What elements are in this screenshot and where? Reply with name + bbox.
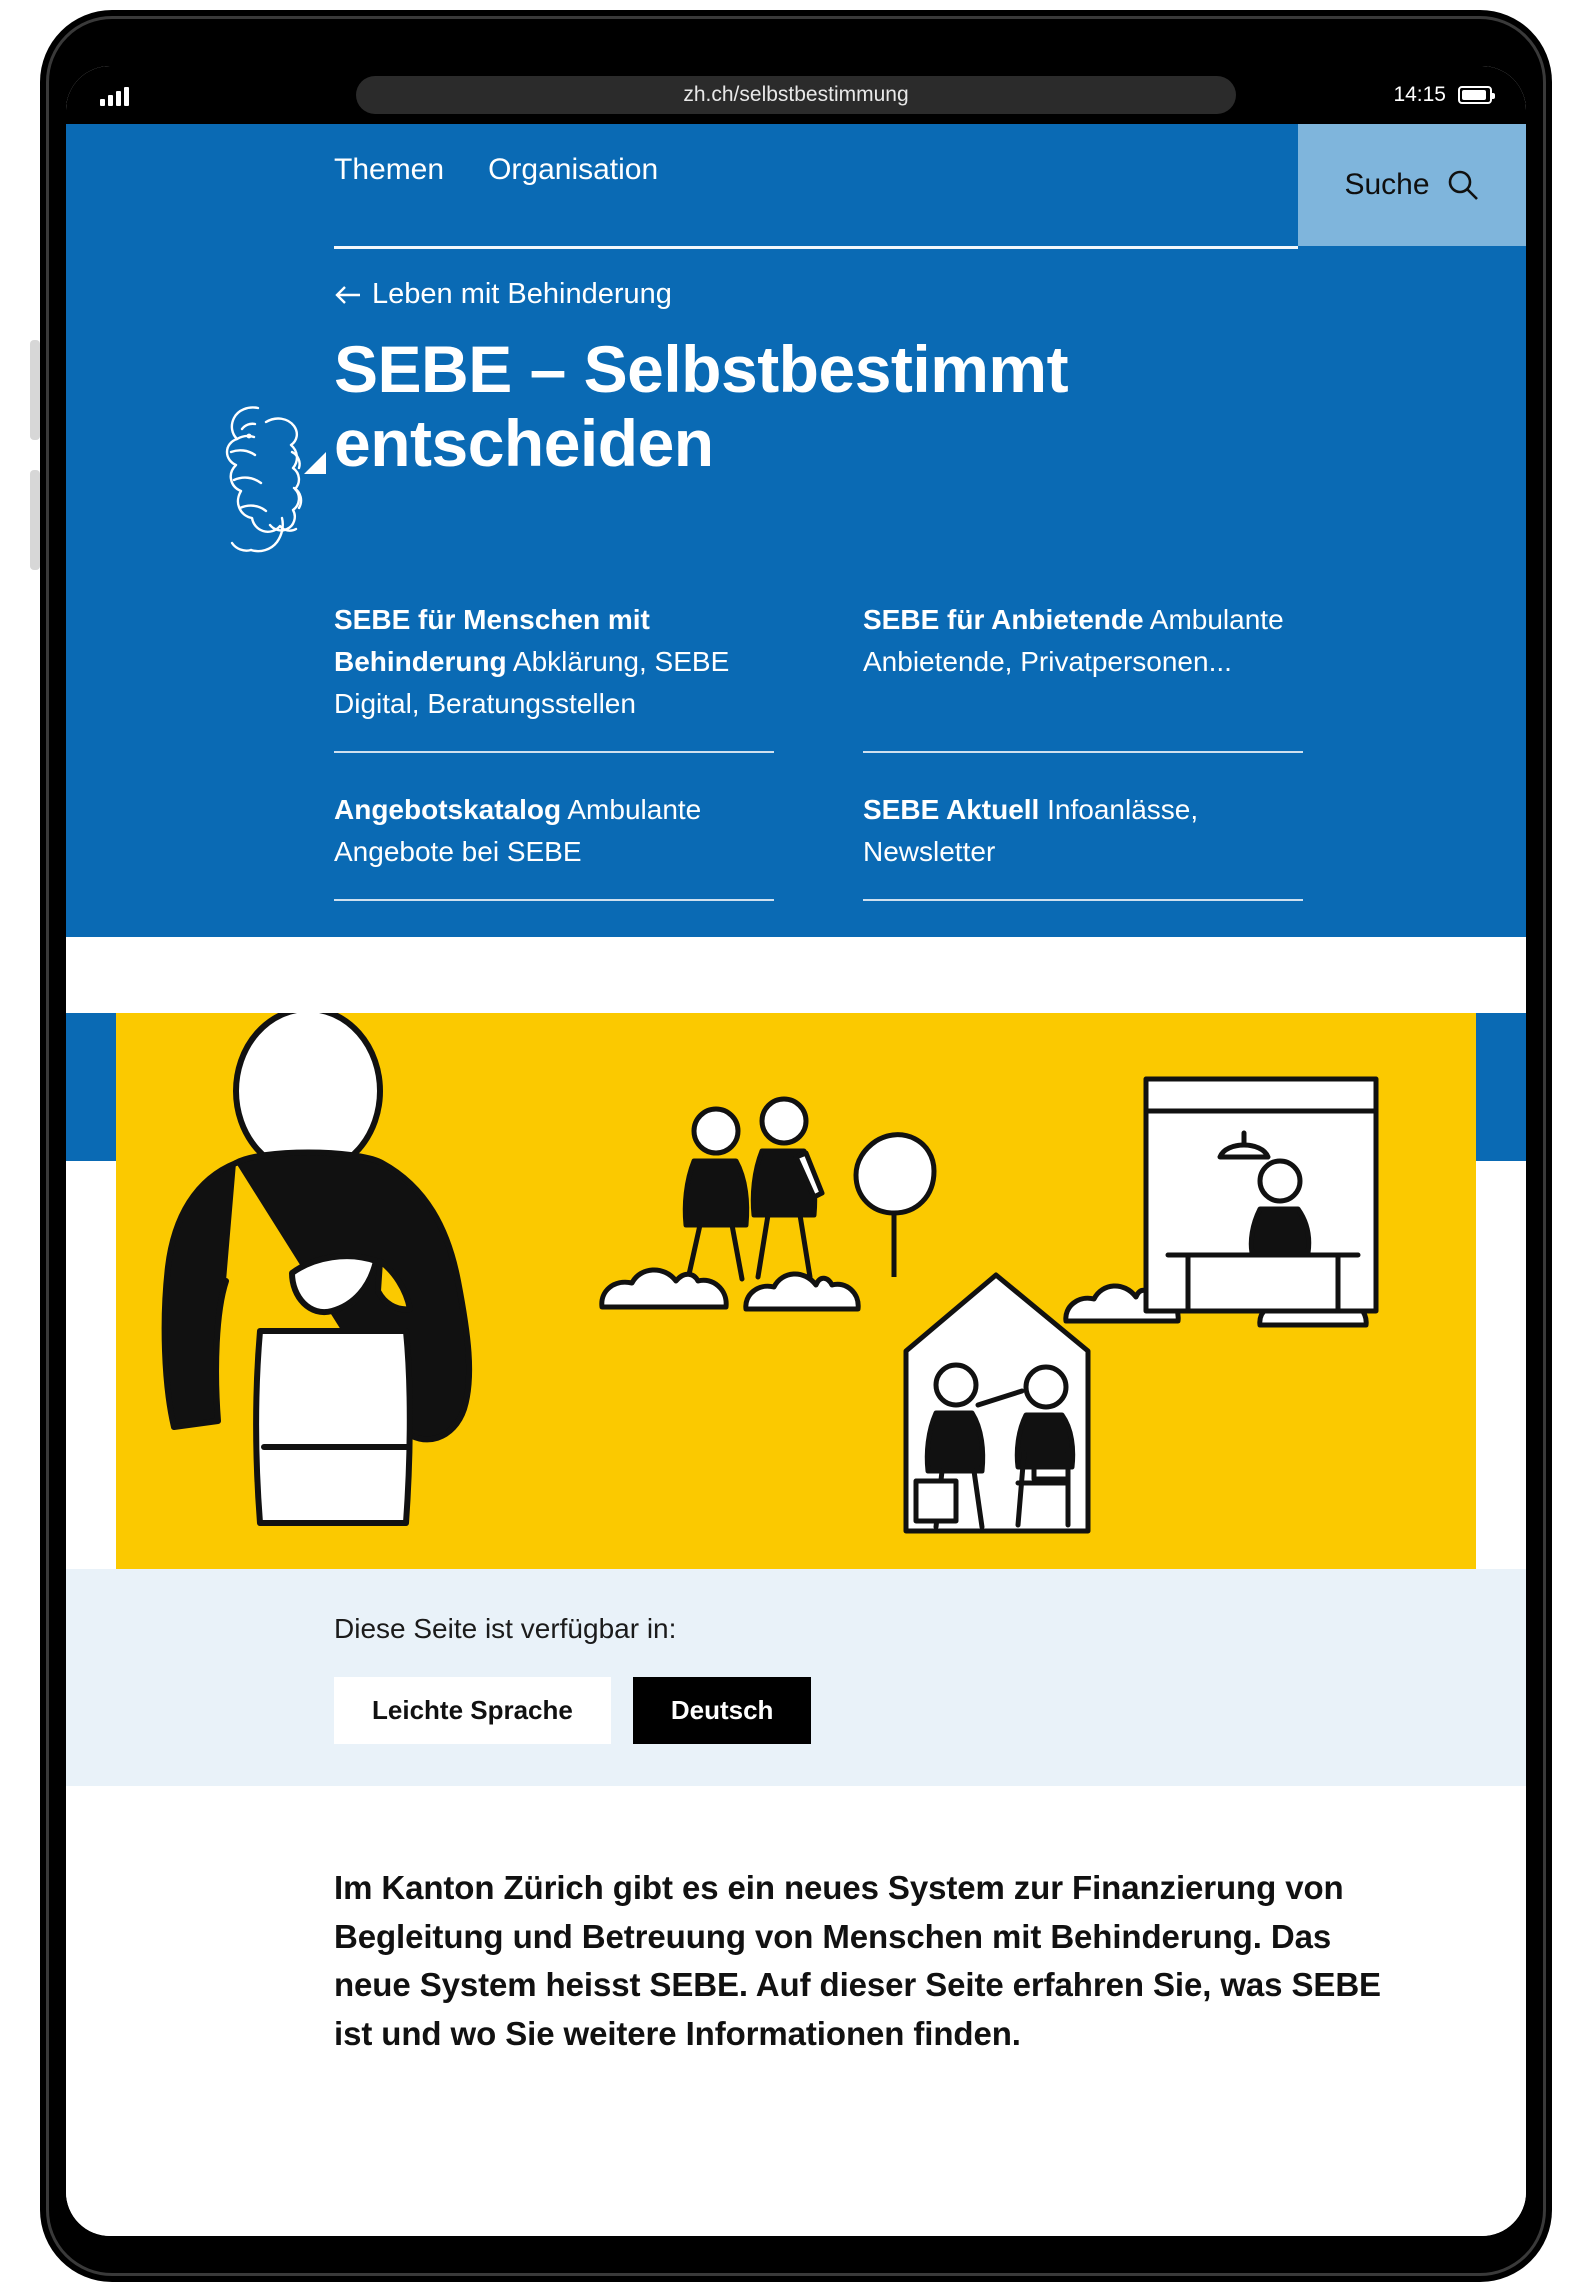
- teaser-link-sebe-aktuell[interactable]: [863, 789, 1303, 901]
- people-with-disabilities-illustration: [116, 1013, 1476, 1569]
- signal-bars-icon: [100, 84, 129, 106]
- site-navigation: [66, 124, 1526, 216]
- breadcrumb-label: Leben mit Behinderung: [372, 278, 672, 310]
- browser-url-bar[interactable]: [356, 76, 1236, 114]
- breadcrumb[interactable]: [334, 278, 1526, 311]
- nav-item-organisation[interactable]: Organisation: [488, 153, 659, 186]
- search-label: Suche: [1344, 168, 1430, 201]
- url-text: zh.ch/selbstbestimmung: [683, 83, 909, 106]
- teaser-title: SEBE für Anbietende: [863, 603, 1144, 635]
- teaser-title: Angebotskatalog: [334, 793, 562, 825]
- hero-section: [66, 124, 1526, 937]
- nav-links: [334, 153, 658, 187]
- search-icon: [1446, 168, 1480, 202]
- clock-text: 14:15: [1393, 83, 1446, 106]
- teaser-title: SEBE Aktuell: [863, 793, 1040, 825]
- teaser-link-sebe-fuer-anbietende[interactable]: [863, 599, 1303, 753]
- volume-up-button[interactable]: [30, 340, 40, 440]
- language-label: Diese Seite ist verfügbar in:: [334, 1612, 677, 1644]
- teaser-description: Abklärung, SEBE Digital, Beratungsstellen: [334, 645, 730, 719]
- teaser-description: Ambulante Angebote bei SEBE: [334, 793, 702, 867]
- illustration-band: [66, 1013, 1526, 1569]
- arrow-left-icon: [334, 284, 362, 306]
- teaser-description: Infoanlässe, Newsletter: [863, 793, 1199, 867]
- tablet-device-frame: [40, 10, 1552, 2282]
- hero-body: [66, 216, 1526, 937]
- status-bar: [66, 66, 1526, 124]
- teaser-title: SEBE für Menschen mit Behinderung: [334, 603, 650, 677]
- tablet-screen: [66, 66, 1526, 2236]
- nav-item-themen[interactable]: Themen: [334, 153, 445, 186]
- teaser-description: Ambulante Anbietende, Privatpersonen...: [863, 603, 1284, 677]
- teaser-grid: [334, 599, 1362, 937]
- volume-down-button[interactable]: [30, 470, 40, 570]
- teaser-link-sebe-menschen-mit-behinderung[interactable]: [334, 599, 774, 753]
- language-button-leichte-sprache[interactable]: Leichte Sprache: [334, 1677, 611, 1744]
- zurich-lion-coat-of-arms-icon: [196, 396, 326, 566]
- language-buttons: [334, 1677, 1526, 1744]
- teaser-link-angebotskatalog[interactable]: [334, 789, 774, 901]
- language-selector-bar: [66, 1569, 1526, 1786]
- page-title: SEBE – Selbstbestimmt entscheiden: [334, 332, 1069, 480]
- web-page: [66, 124, 1526, 2236]
- status-bar-right: [1393, 83, 1492, 107]
- battery-icon: [1458, 86, 1492, 104]
- lead-paragraph: Im Kanton Zürich gibt es ein neues System zur Finanzierung von Begleitung und Betreuung von Menschen mit Behinderung. Das neue System heisst SEBE. Auf dieser Seite erfahren Sie, was SEBE ist und wo Sie weitere Informationen finden.: [334, 1868, 1381, 2053]
- language-button-deutsch[interactable]: Deutsch: [633, 1677, 812, 1744]
